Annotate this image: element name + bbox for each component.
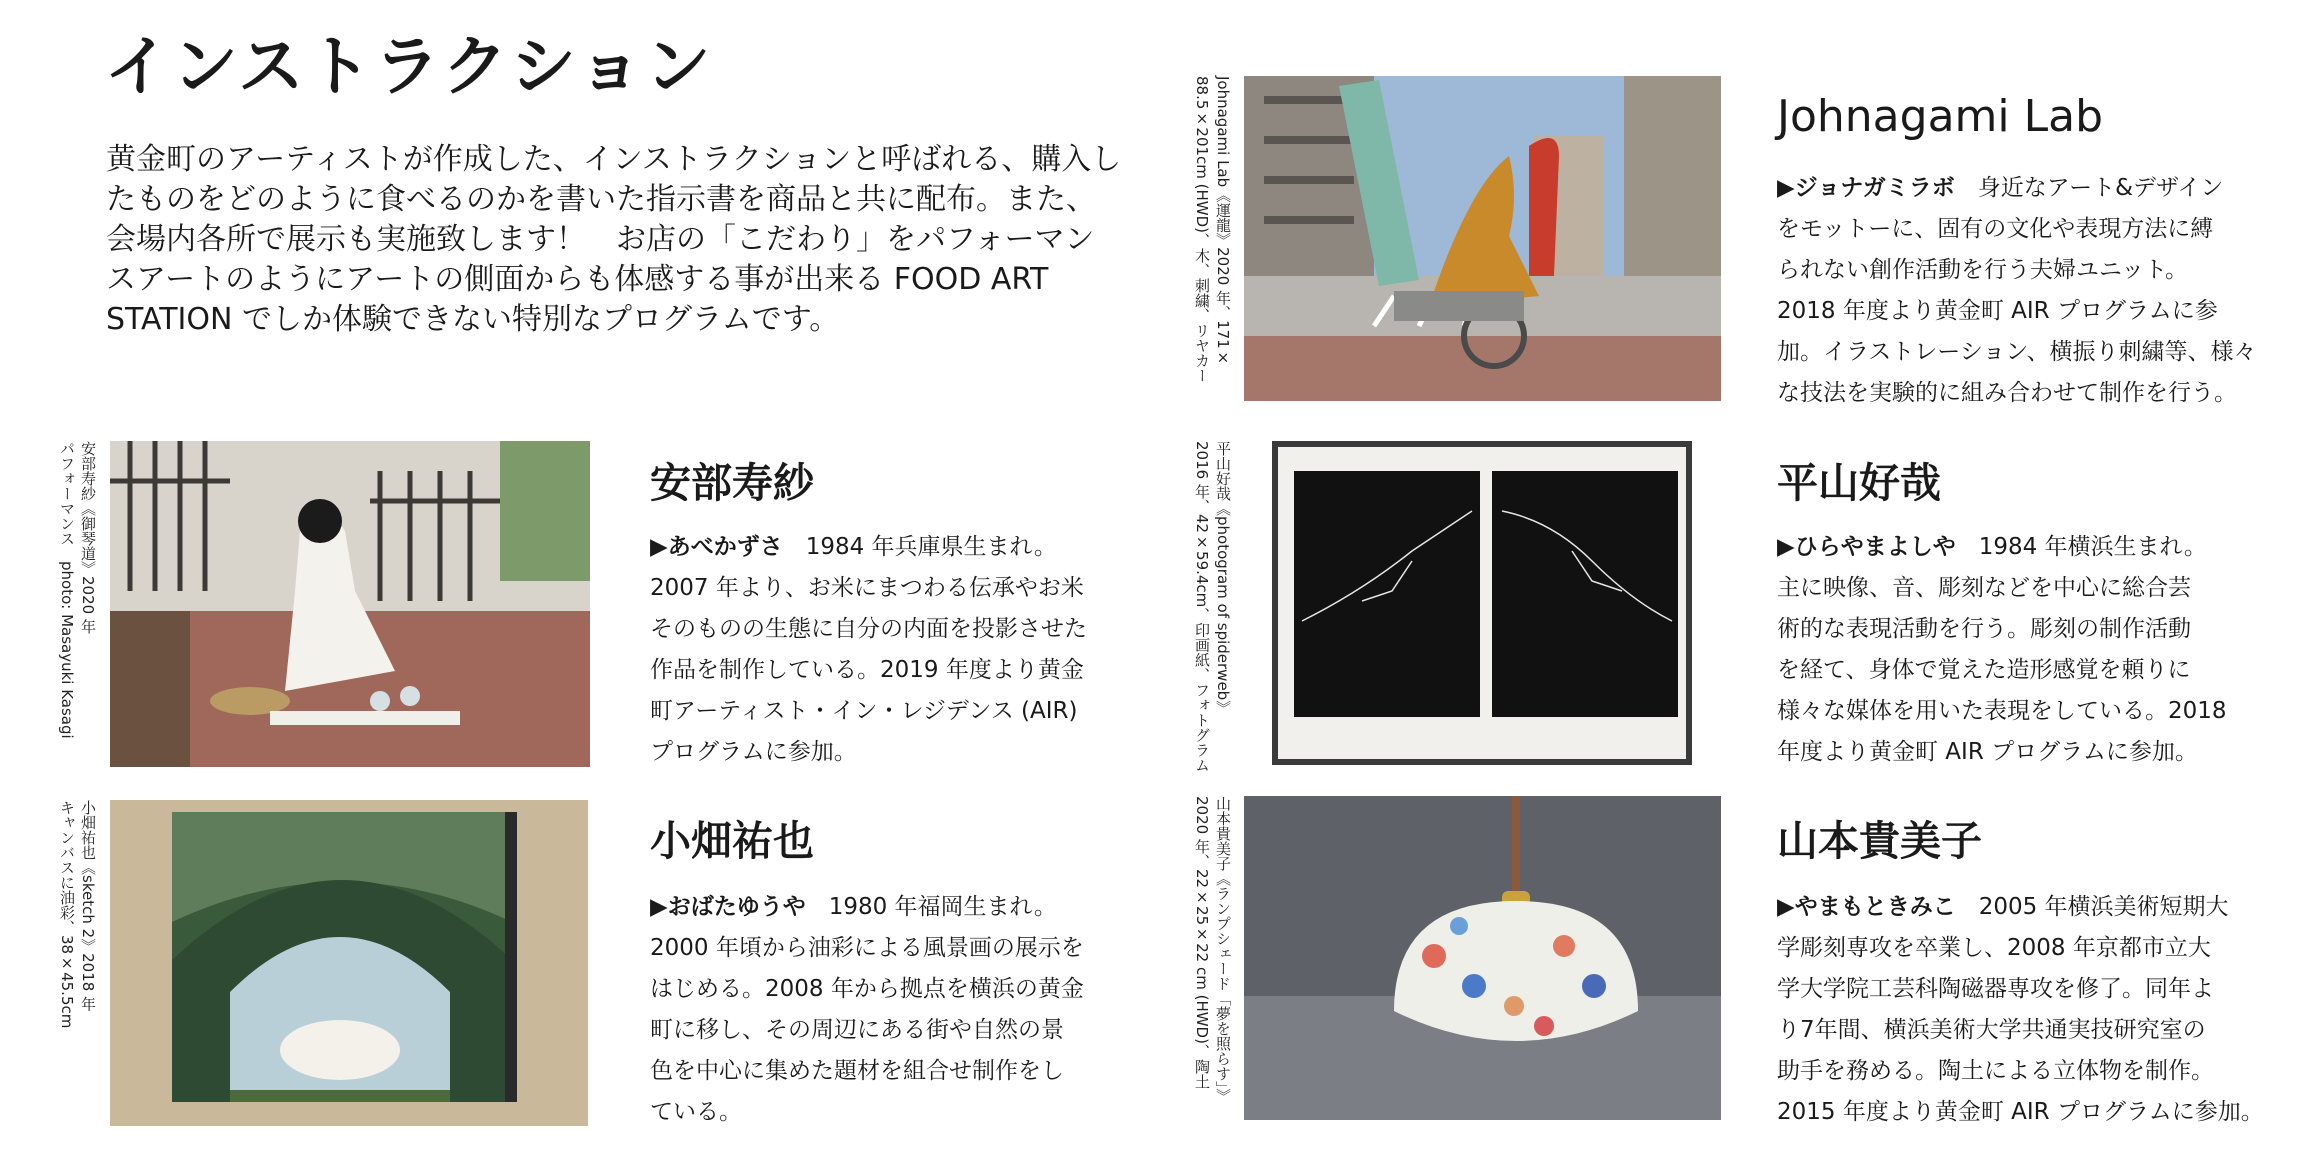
artist-name: 山本貴美子 (1777, 817, 1982, 865)
intro-text (106, 140, 1141, 340)
bio-text: 身近なアート&デザイン (1954, 175, 2224, 201)
bio-line: 術的な表現活動を行う。彫刻の制作活動 (1777, 616, 2191, 642)
caption-line: Johnagami Lab《運龍》2020 年、171× (1214, 76, 1232, 367)
bio-line: 様々な媒体を用いた表現をしている。2018 (1777, 698, 2227, 724)
bio-line: り7年間、横浜美術大学共通実技研究室の (1777, 1017, 2206, 1043)
bio-line: そのものの生態に自分の内面を投影させた (650, 616, 1087, 642)
bio-line: 学彫刻専攻を卒業し、2008 年京都市立大 (1777, 935, 2211, 961)
intro-line: スアートのようにアートの側面からも体感する事が出来る FOOD ART (106, 262, 1049, 297)
bio-line: 2015 年度より黄金町 AIR プログラムに参加。 (1777, 1099, 2264, 1125)
bio-text: 2005 年横浜美術短期大 (1955, 894, 2229, 920)
photo-caption (1191, 441, 1233, 772)
artist-kana: ▶あべかずさ (650, 534, 783, 560)
artist-photo-hirayama (1272, 441, 1692, 765)
intro-line: 会場内各所で展示も実施致します！ お店の「こだわり」をパフォーマン (106, 222, 1095, 257)
bio-line: 学大学院工芸科陶磁器専攻を修了。同年よ (1777, 976, 2214, 1002)
artist-photo-johnagami (1244, 76, 1721, 401)
bio-text: 1984 年兵庫県生まれ。 (782, 534, 1057, 560)
caption-line: キャンバスに油彩、38×45.5cm (58, 800, 76, 1029)
bio-line: ている。 (650, 1099, 742, 1125)
caption-line: 平山好哉《photogram of spiderweb》 (1214, 441, 1232, 716)
bio-text: 1984 年横浜生まれ。 (1955, 534, 2207, 560)
artist-kana: ▶やまもときみこ (1777, 894, 1956, 920)
bio-text: 1980 年福岡生まれ。 (805, 894, 1057, 920)
bio-line: 年度より黄金町 AIR プログラムに参加。 (1777, 739, 2198, 765)
caption-line: 山本貴美子《ランプシェード「夢を照らす」》 (1214, 796, 1232, 1104)
artist-bio (1777, 887, 2277, 1133)
caption-line: 88.5×201cm (HWD)、木、刺繍、リヤカー (1193, 76, 1211, 384)
bio-line: 2018 年度より黄金町 AIR プログラムに参 (1777, 298, 2218, 324)
bio-line: 作品を制作している。2019 年度より黄金 (650, 657, 1084, 683)
bio-line: 加。イラストレーション、横振り刺繍等、様々 (1777, 339, 2257, 365)
artist-kana: ▶おばたゆうや (650, 894, 806, 920)
photo-caption (56, 800, 98, 1028)
bio-line: 助手を務める。陶土による立体物を制作。 (1777, 1058, 2214, 1084)
bio-line: 主に映像、音、彫刻などを中心に総合芸 (1777, 575, 2191, 601)
caption-line: 小畑祐也《sketch 2》2018 年 (79, 800, 97, 1012)
bio-line: はじめる。2008 年から拠点を横浜の黄金 (650, 976, 1084, 1002)
bio-line: 町アーティスト・イン・レジデンス (AIR) (650, 698, 1078, 724)
bio-line: 2000 年頃から油彩による風景画の展示を (650, 935, 1084, 961)
artist-bio (650, 887, 1140, 1133)
bio-line: プログラムに参加。 (650, 739, 857, 765)
artist-kana: ▶ひらやまよしや (1777, 534, 1956, 560)
artist-name: 平山好哉 (1777, 459, 1941, 507)
artist-bio (650, 527, 1140, 773)
page-title: インストラクション (104, 28, 713, 105)
intro-line: 黄金町のアーティストが作成した、インストラクションと呼ばれる、購入し (106, 142, 1122, 177)
artist-name: 安部寿紗 (650, 459, 814, 507)
artist-bio (1777, 168, 2277, 414)
artist-photo-abe (110, 441, 590, 767)
bio-line: な技法を実験的に組み合わせて制作を行う。 (1777, 380, 2237, 406)
caption-line: 2016 年、42×59.4cm、印画紙、フォトグラム (1193, 441, 1211, 773)
bio-line: をモットーに、固有の文化や表現方法に縛 (1777, 216, 2214, 242)
photo-caption (56, 441, 98, 739)
bio-line: 2007 年より、お米にまつわる伝承やお米 (650, 575, 1084, 601)
intro-line: STATION でしか体験できない特別なプログラムです。 (106, 302, 840, 337)
artist-bio (1777, 527, 2277, 773)
bio-line: られない創作活動を行う夫婦ユニット。 (1777, 257, 2189, 283)
caption-line: 安部寿紗《御琴道》2020 年 (79, 441, 97, 634)
bio-line: 色を中心に集めた題材を組合せ制作をし (650, 1058, 1064, 1084)
artist-photo-obata (110, 800, 588, 1126)
caption-line: パフォーマンス photo: Masayuki Kasagi (58, 441, 76, 739)
photo-caption (1191, 796, 1233, 1104)
photo-caption (1191, 76, 1233, 383)
artist-kana: ▶ジョナガミラボ (1777, 175, 1955, 201)
bio-line: 町に移し、その周辺にある街や自然の景 (650, 1017, 1064, 1043)
caption-line: 2020 年、22×25×22 cm (HWD)、陶土 (1193, 796, 1211, 1089)
intro-line: たものをどのように食べるのかを書いた指示書を商品と共に配布。また、 (106, 182, 1096, 217)
bio-line: を経て、身体で覚えた造形感覚を頼りに (1777, 657, 2191, 683)
artist-photo-yamamoto (1244, 796, 1721, 1120)
artist-name: Johnagami Lab (1777, 91, 2104, 142)
artist-name: 小畑祐也 (650, 817, 814, 865)
